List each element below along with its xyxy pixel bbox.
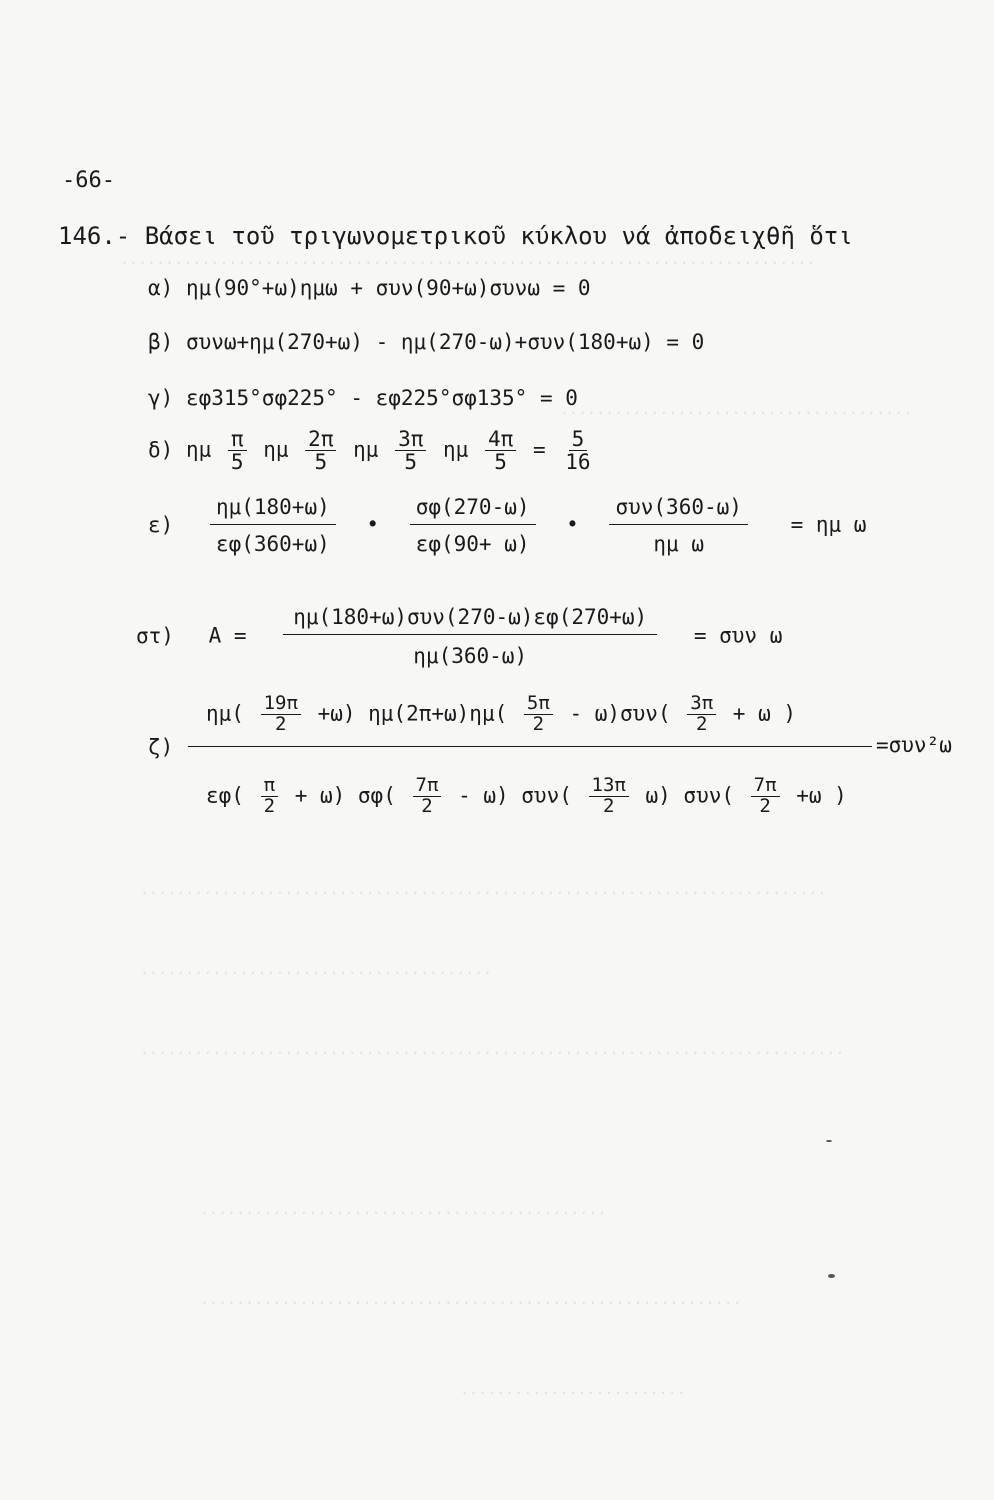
ink-speck (826, 1140, 832, 1142)
right-hand-side: = ημ ω (790, 512, 867, 537)
fraction: $\frac{7\pi}{2}$ (413, 776, 442, 817)
equation: εφ315°σφ225° - εφ225°σφ135° = 0 (185, 386, 578, 410)
item-label: β) (148, 330, 174, 354)
right-hand-side: =συν²ω (876, 733, 952, 757)
fraction: $\frac{7\pi}{2}$ (751, 776, 780, 817)
equation: συνω+ημ(270+ω) - ημ(270-ω)+συν(180+ω) = 0 (185, 330, 705, 354)
fraction: $\frac{4\pi}{5}$ (485, 428, 516, 473)
problem-header: 146.- Βάσει τοῦ τριγωνομετρικοῦ κύκλου νά ἀποδειχθῆ ὅτι (58, 222, 853, 250)
denominator: εφ( $\frac{\pi}{2}$ + ω) σφ( $\frac{7\pi}{2}$ - ω) συν( $\frac{13\pi}{2}$ ω) συν( $\frac{7\pi}{2}$ +ω ) (206, 774, 847, 817)
fraction: $\frac{3\pi}{2}$ (687, 694, 716, 735)
multiplication-dot: • (566, 512, 579, 537)
item-c (148, 386, 578, 410)
fraction: $\frac{\text{συν(360-ω)}}{\text{ημ ω}}$ (609, 496, 747, 555)
page-number: -66- (62, 168, 115, 193)
term: ημ (443, 437, 469, 462)
term: ημ (263, 437, 289, 462)
lhs: A = (208, 623, 247, 648)
fraction: $\frac{\sigma\varphi(270-\omega)}{\varepsilon\varphi(90+ \omega)}$ (410, 496, 536, 555)
fraction: $\frac{\pi}{2}$ (261, 776, 278, 817)
bleed-through: ............................................................................. (120, 250, 816, 268)
bleed-through: ....................................... (140, 960, 493, 978)
term: ημ (185, 437, 212, 462)
item-label: ε) (148, 512, 174, 537)
item-b (148, 330, 704, 354)
fraction: $\frac{\pi}{5}$ (228, 428, 247, 473)
item-st (136, 606, 782, 667)
multiplication-dot: • (366, 512, 380, 537)
fraction: $\frac{3\pi}{5}$ (395, 428, 426, 473)
fraction: $\frac{13\pi}{2}$ (589, 776, 629, 817)
bleed-through: .............................................................................. (140, 1040, 845, 1058)
item-label: ζ) (148, 735, 174, 759)
item-label: α) (148, 276, 174, 300)
result-fraction: $\frac{5}{16}$ (565, 427, 591, 475)
equals-sign: = (532, 437, 546, 462)
equation: ημ(90°+ω)ημω + συν(90+ω)συνω = 0 (185, 276, 591, 300)
ink-speck (828, 1274, 835, 1278)
term: ημ (353, 437, 379, 462)
item-label: στ) (136, 623, 174, 648)
item-a (148, 276, 591, 300)
fraction: $\frac{2\pi}{5}$ (305, 428, 336, 473)
fraction-bar (188, 746, 872, 747)
item-d (148, 428, 598, 473)
item-e (148, 496, 866, 555)
bleed-through: ......................... (460, 1380, 686, 1398)
numerator: ημ( $\frac{19\pi}{2}$ +ω) ημ(2π+ω)ημ( $\frac{5\pi}{2}$ - ω)συν( $\frac{3\pi}{2}$ + ω ) (206, 692, 797, 735)
fraction: $\frac{\eta\mu(180+\omega)}{\varepsilon\varphi(360+\omega)}$ (210, 496, 336, 555)
fraction: $\frac{\text{ημ(180+ω)συν(270-ω)εφ(270+ω)}}{\eta\mu(360-\omega)}$ (283, 606, 657, 667)
bleed-through: ............................................. (200, 1200, 607, 1218)
right-hand-side: = συν ω (693, 623, 783, 648)
bleed-through: ............................................................................ (140, 880, 827, 898)
fraction: $\frac{5\pi}{2}$ (524, 694, 553, 735)
bleed-through: ............................................................ (200, 1290, 742, 1308)
item-label: γ) (148, 386, 174, 410)
item-label: δ) (148, 437, 174, 462)
bleed-through: ....................................... (560, 400, 913, 418)
fraction: $\frac{19\pi}{2}$ (261, 694, 301, 735)
